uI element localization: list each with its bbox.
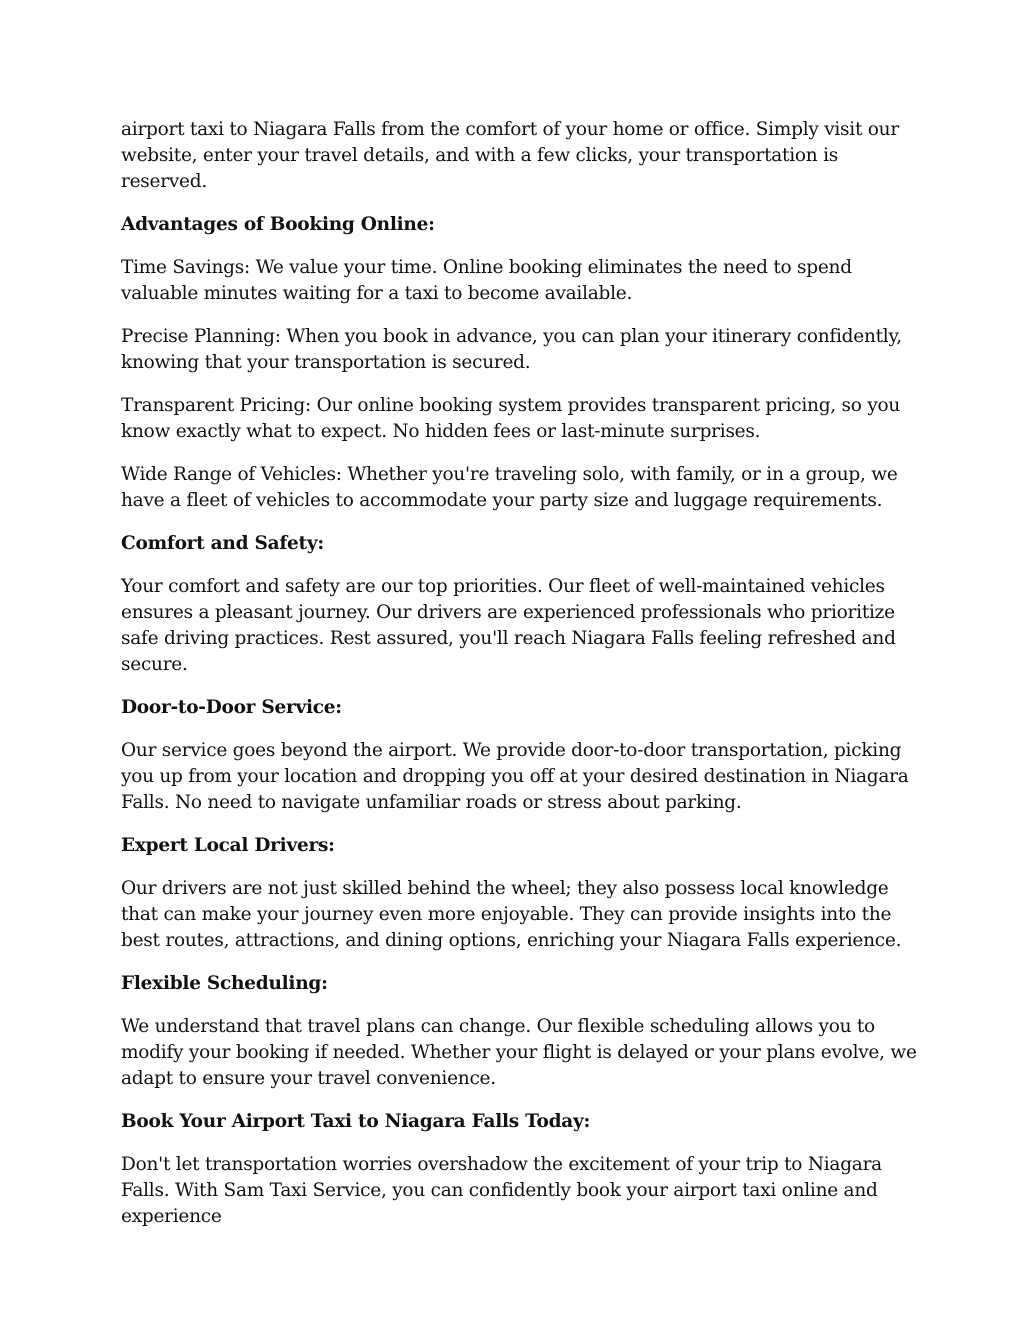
paragraph-wide-range-of-vehicles: Wide Range of Vehicles: Whether you're traveling solo, with family, or in a group, we have a fleet of vehicles to accommodate your party size and luggage requirements.	[121, 464, 898, 511]
paragraph-door-to-door-service: Our service goes beyond the airport. We provide door-to-door transportation, picking you up from your location and dropping you off at your desired destination in Niagara Falls. No need to navigate unfamiliar roads or stress about parking.	[121, 740, 909, 813]
paragraph-expert-local-drivers: Our drivers are not just skilled behind the wheel; they also possess local knowledge that can make your journey even more enjoyable. They can provide insights into the best routes, attractions, and dining options, enriching your Niagara Falls experience.	[121, 878, 902, 951]
heading-expert-local-drivers: Expert Local Drivers:	[121, 835, 335, 856]
paragraph-comfort-and-safety: Your comfort and safety are our top priorities. Our fleet of well-maintained vehicles ensures a pleasant journey. Our drivers are experienced professionals who prioritize safe driving practices. Rest assured, you'll reach Niagara Falls feeling refreshed and secure.	[121, 576, 896, 675]
paragraph-flexible-scheduling: We understand that travel plans can change. Our flexible scheduling allows you to modify your booking if needed. Whether your flight is delayed or your plans evolve, we adapt to ensure your travel convenience.	[121, 1016, 917, 1089]
paragraph-transparent-pricing: Transparent Pricing: Our online booking system provides transparent pricing, so you know exactly what to expect. No hidden fees or last-minute surprises.	[121, 395, 901, 442]
heading-door-to-door-service: Door-to-Door Service:	[121, 697, 342, 718]
heading-advantages-of-booking-online: Advantages of Booking Online:	[121, 214, 435, 235]
heading-book-your-airport-taxi: Book Your Airport Taxi to Niagara Falls Today:	[121, 1111, 591, 1132]
paragraph-intro-continued: airport taxi to Niagara Falls from the comfort of your home or office. Simply visit our website, enter your travel details, and with a few clicks, your transportation is reserved.	[121, 119, 899, 192]
heading-flexible-scheduling: Flexible Scheduling:	[121, 973, 328, 994]
paragraph-precise-planning: Precise Planning: When you book in advance, you can plan your itinerary confidently, knowing that your transportation is secured.	[121, 326, 902, 373]
document-page	[121, 117, 921, 1247]
paragraph-book-today: Don't let transportation worries overshadow the excitement of your trip to Niagara Falls. With Sam Taxi Service, you can confidently book your airport taxi online and experience	[121, 1154, 882, 1227]
paragraph-time-savings: Time Savings: We value your time. Online booking eliminates the need to spend valuable minutes waiting for a taxi to become available.	[121, 257, 852, 304]
heading-comfort-and-safety: Comfort and Safety:	[121, 533, 324, 554]
